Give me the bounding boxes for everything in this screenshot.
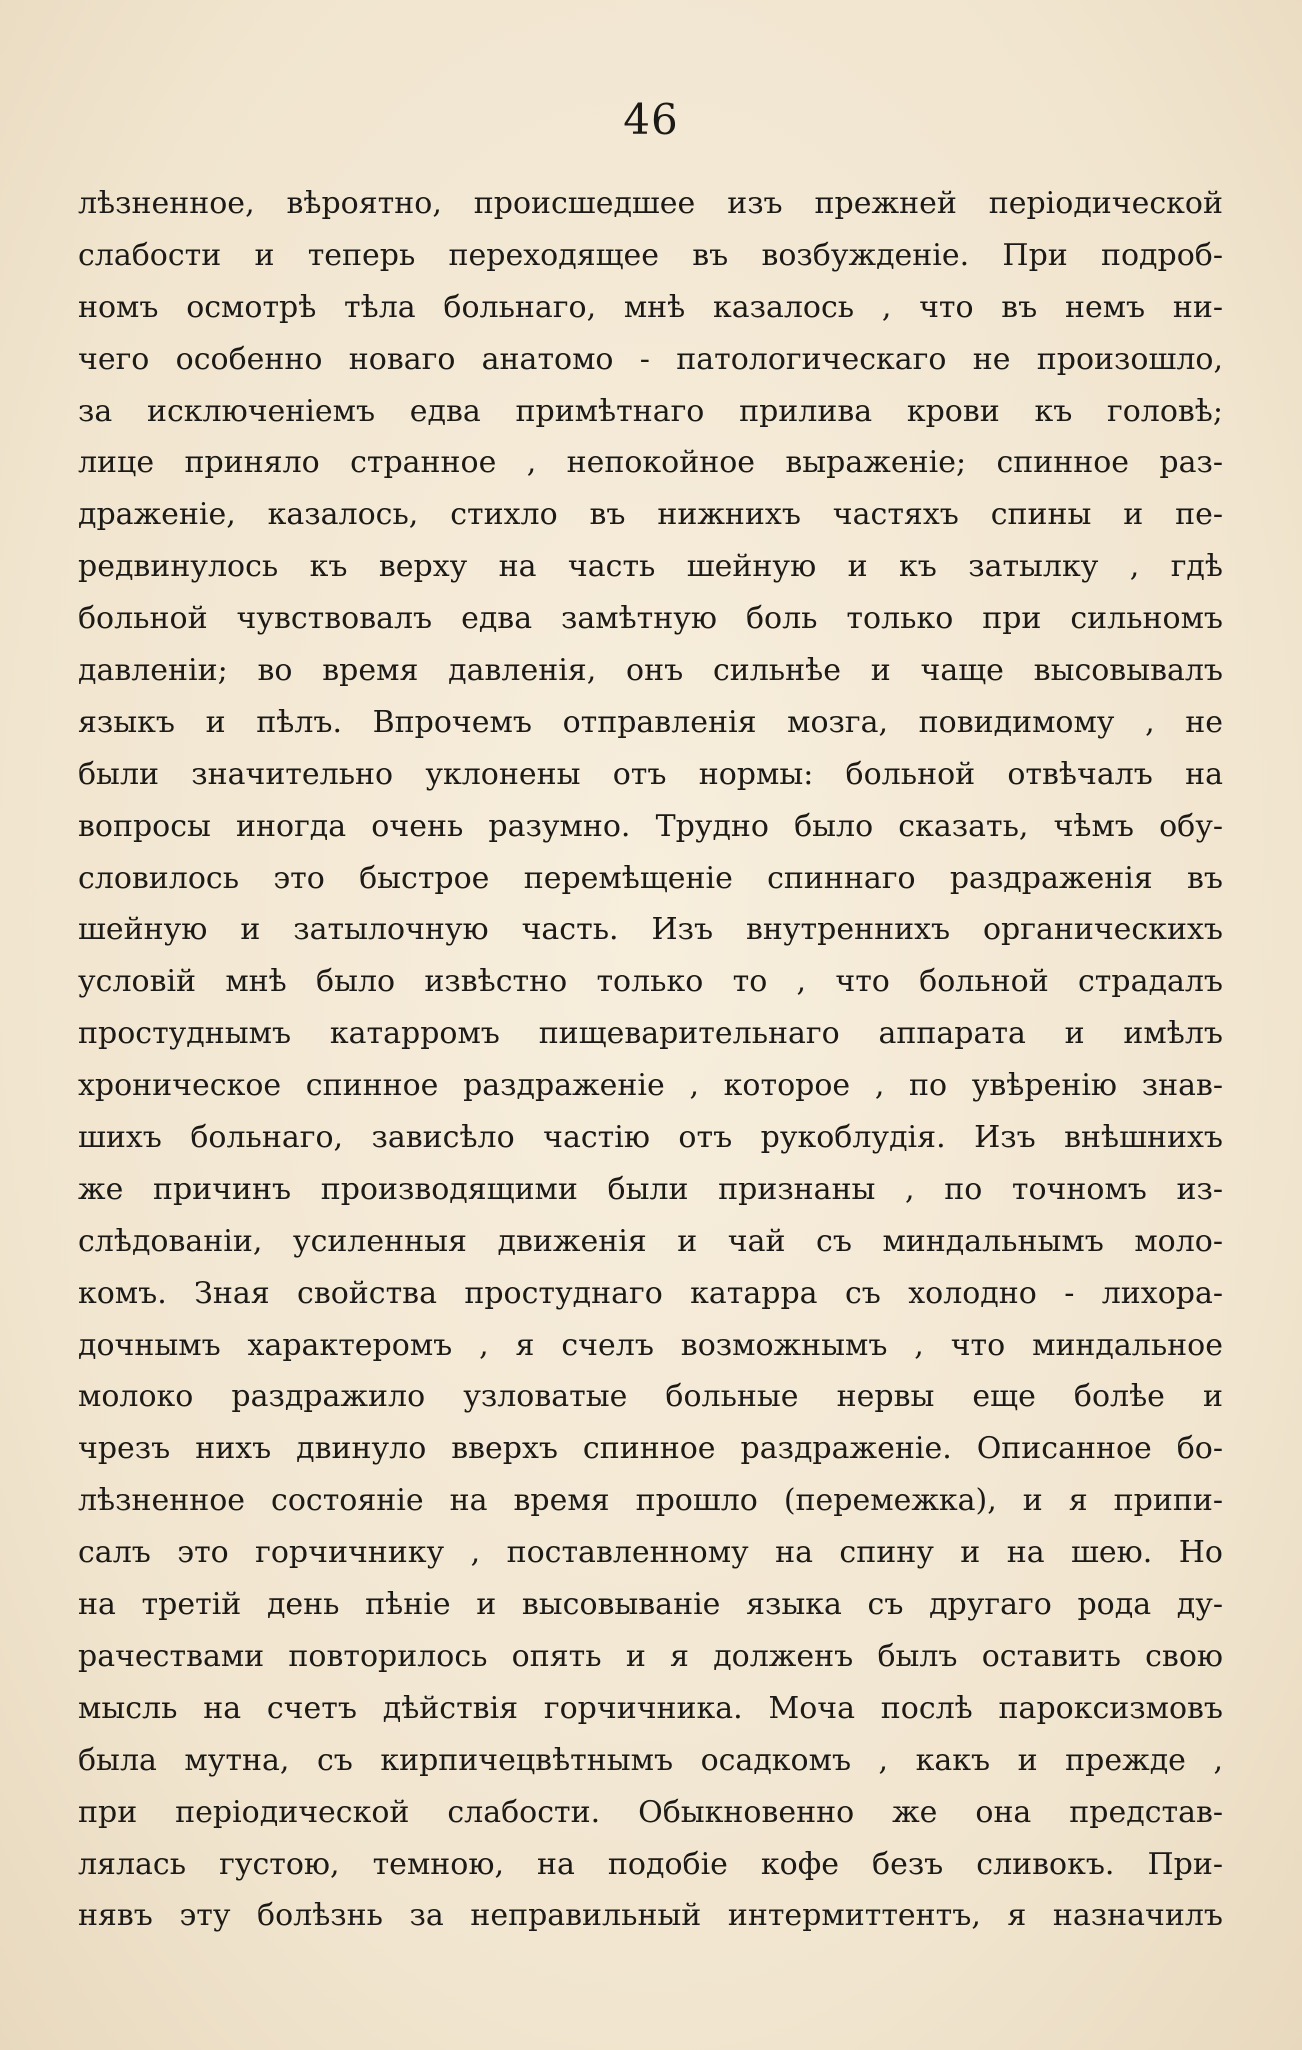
text-line: лялась густою, темною, на подобіе кофе безъ сливокъ. При- bbox=[78, 1846, 1223, 1882]
text-line: чего особенно новаго анатомо - патологическаго не произошло, bbox=[78, 341, 1223, 377]
text-line: слабости и теперь переходящее въ возбужденіе. При подроб- bbox=[78, 237, 1223, 273]
text-line: при періодической слабости. Обыкновенно же она представ- bbox=[78, 1794, 1223, 1830]
text-line: шихъ больнаго, зависѣло частію отъ рукоблудія. Изъ внѣшнихъ bbox=[78, 1120, 1223, 1156]
text-line: номъ осмотрѣ тѣла больнаго, мнѣ казалось , что въ немъ ни- bbox=[78, 289, 1223, 325]
page-number: 46 bbox=[623, 95, 679, 144]
text-line: лѣзненное, вѣроятно, происшедшее изъ прежней періодической bbox=[78, 186, 1223, 221]
text-line: простуднымъ катарромъ пищеварительнаго аппарата и имѣлъ bbox=[78, 1016, 1223, 1052]
text-line: молоко раздражило узловатые больные нервы еще болѣе и bbox=[78, 1379, 1223, 1415]
text-line: больной чувствовалъ едва замѣтную боль только при сильномъ bbox=[78, 601, 1223, 637]
text-line: мысль на счетъ дѣйствія горчичника. Моча послѣ пароксизмовъ bbox=[78, 1690, 1223, 1726]
text-line: языкъ и пѣлъ. Впрочемъ отправленія мозга, повидимому , не bbox=[78, 704, 1223, 740]
text-line: за исключеніемъ едва примѣтнаго прилива крови къ головѣ; bbox=[78, 393, 1223, 429]
text-line: слѣдованіи, усиленныя движенія и чай съ миндальнымъ моло- bbox=[78, 1223, 1223, 1259]
text-line: драженіе, казалось, стихло въ нижнихъ частяхъ спины и пе- bbox=[78, 497, 1223, 533]
text-line: были значительно уклонены отъ нормы: больной отвѣчалъ на bbox=[78, 756, 1223, 792]
text-line: рачествами повторилось опять и я долженъ былъ оставить свою bbox=[78, 1638, 1223, 1674]
text-line: вопросы иногда очень разумно. Трудно было сказать, чѣмъ обу- bbox=[78, 808, 1223, 844]
text-line: редвинулось къ верху на часть шейную и къ затылку , гдѣ bbox=[78, 549, 1223, 585]
text-line: на третій день пѣніе и высовываніе языка съ другаго рода ду- bbox=[78, 1587, 1223, 1623]
text-line: салъ это горчичнику , поставленному на спину и на шею. Но bbox=[78, 1535, 1223, 1571]
text-line: лѣзненное состояніе на время прошло (перемежка), и я припи- bbox=[78, 1483, 1223, 1519]
text-line: хроническое спинное раздраженіе , которое , по увѣренію знав- bbox=[78, 1068, 1223, 1104]
text-line: комъ. Зная свойства простуднаго катарра съ холодно - лихора- bbox=[78, 1275, 1223, 1311]
text-line: словилось это быстрое перемѣщеніе спиннаго раздраженія въ bbox=[78, 860, 1223, 896]
text-line: давленіи; во время давленія, онъ сильнѣе и чаще высовывалъ bbox=[78, 653, 1223, 689]
text-line: шейную и затылочную часть. Изъ внутреннихъ органическихъ bbox=[78, 912, 1223, 948]
text-line: была мутна, съ кирпичецвѣтнымъ осадкомъ , какъ и прежде , bbox=[78, 1742, 1223, 1778]
text-line: чрезъ нихъ двинуло вверхъ спинное раздраженіе. Описанное бо- bbox=[78, 1431, 1223, 1467]
body-text bbox=[78, 178, 1223, 1942]
text-line: дочнымъ характеромъ , я счелъ возможнымъ , что миндальное bbox=[78, 1327, 1223, 1363]
text-line: лице приняло странное , непокойное выраженіе; спинное раз- bbox=[78, 445, 1223, 481]
text-line: же причинъ производящими были признаны , по точномъ из- bbox=[78, 1171, 1223, 1207]
text-line: нявъ эту болѣзнь за неправильный интермиттентъ, я назначилъ bbox=[78, 1898, 1223, 1934]
text-line: условій мнѣ было извѣстно только то , что больной страдалъ bbox=[78, 964, 1223, 1000]
